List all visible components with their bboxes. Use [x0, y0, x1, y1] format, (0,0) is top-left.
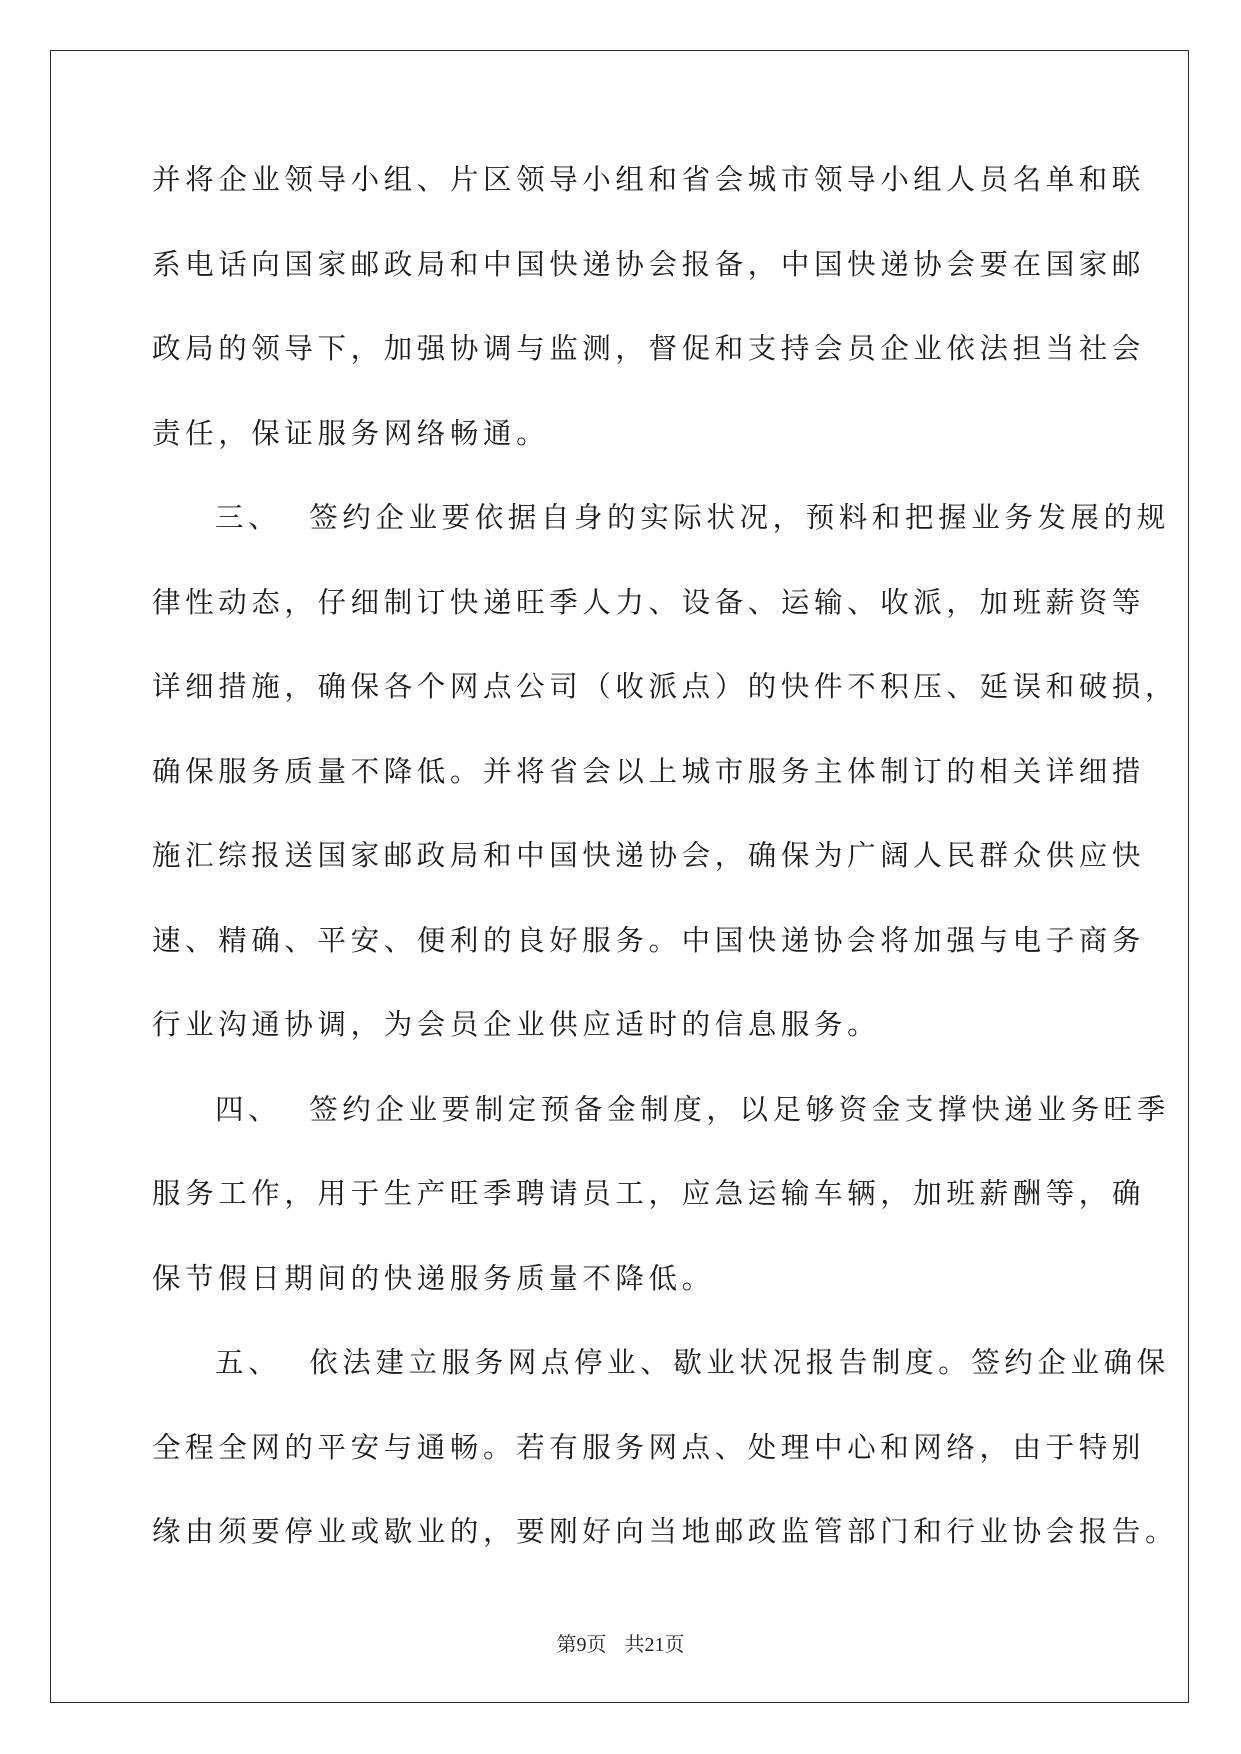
- total-label-prefix: 共: [624, 1634, 645, 1656]
- paragraph-five-first-line: [152, 1346, 1170, 1434]
- text-line: 确保服务质量不降低。并将省会以上城市服务主体制订的相关详细措: [152, 754, 1146, 788]
- section-marker: 三、: [215, 501, 282, 534]
- text-line: 并将企业领导小组、片区领导小组和省会城市领导小组人员名单和联: [152, 163, 1146, 196]
- text-line: 缘由须要停业或歇业的，要刚好向当地邮政监管部门和行业协会报告。: [152, 1515, 1179, 1548]
- page-label-prefix: 第: [556, 1634, 577, 1656]
- text-line: 服务工作，用于生产旺季聘请员工，应急运输车辆，加班薪酬等，确: [152, 1177, 1146, 1210]
- document-body: [152, 163, 1179, 1603]
- text-line: 律性动态，仔细制订快递旺季人力、设备、运输、收派，加班薪资等: [152, 585, 1146, 619]
- text-line: 政局的领导下，加强协调与监测，督促和支持会员企业依法担当社会: [152, 332, 1146, 365]
- section-marker: 五、: [215, 1346, 282, 1379]
- text-line: 行业沟通协调，为会员企业供应适时的信息服务。: [152, 1008, 881, 1041]
- page-label-suffix: 页: [586, 1634, 607, 1656]
- text-line: 保节假日期间的快递服务质量不降低。: [152, 1261, 715, 1295]
- paragraph-three-first-line: [152, 501, 1170, 589]
- text-span: 签约企业要依据自身的实际状况，预料和把握业务发展的规: [309, 501, 1170, 534]
- text-line: 全程全网的平安与通畅。若有服务网点、处理中心和网络，由于特别: [152, 1430, 1146, 1464]
- text-line: 速、精确、平安、便利的良好服务。中国快递协会将加强与电子商务: [152, 923, 1146, 957]
- text-line: 责任，保证服务网络畅通。: [152, 416, 550, 450]
- total-pages: 21: [644, 1634, 665, 1656]
- text-span: 签约企业要制定预备金制度，以足够资金支撑快递业务旺季: [309, 1092, 1170, 1126]
- text-line: 施汇综报送国家邮政局和中国快递协会，确保为广阔人民群众供应快: [152, 839, 1146, 872]
- text-line: 详细措施，确保各个网点公司（收派点）的快件不积压、延误和破损，: [152, 670, 1179, 703]
- total-label-suffix: 页: [664, 1634, 685, 1656]
- paragraph-four-first-line: [152, 1092, 1170, 1181]
- text-line: 系电话向国家邮政局和中国快递协会报备，中国快递协会要在国家邮: [152, 247, 1146, 281]
- text-span: 依法建立服务网点停业、歇业状况报告制度。签约企业确保: [309, 1346, 1170, 1379]
- page-number: 9: [576, 1634, 587, 1656]
- section-marker: 四、: [215, 1092, 282, 1126]
- page-footer: [0, 1628, 1241, 1657]
